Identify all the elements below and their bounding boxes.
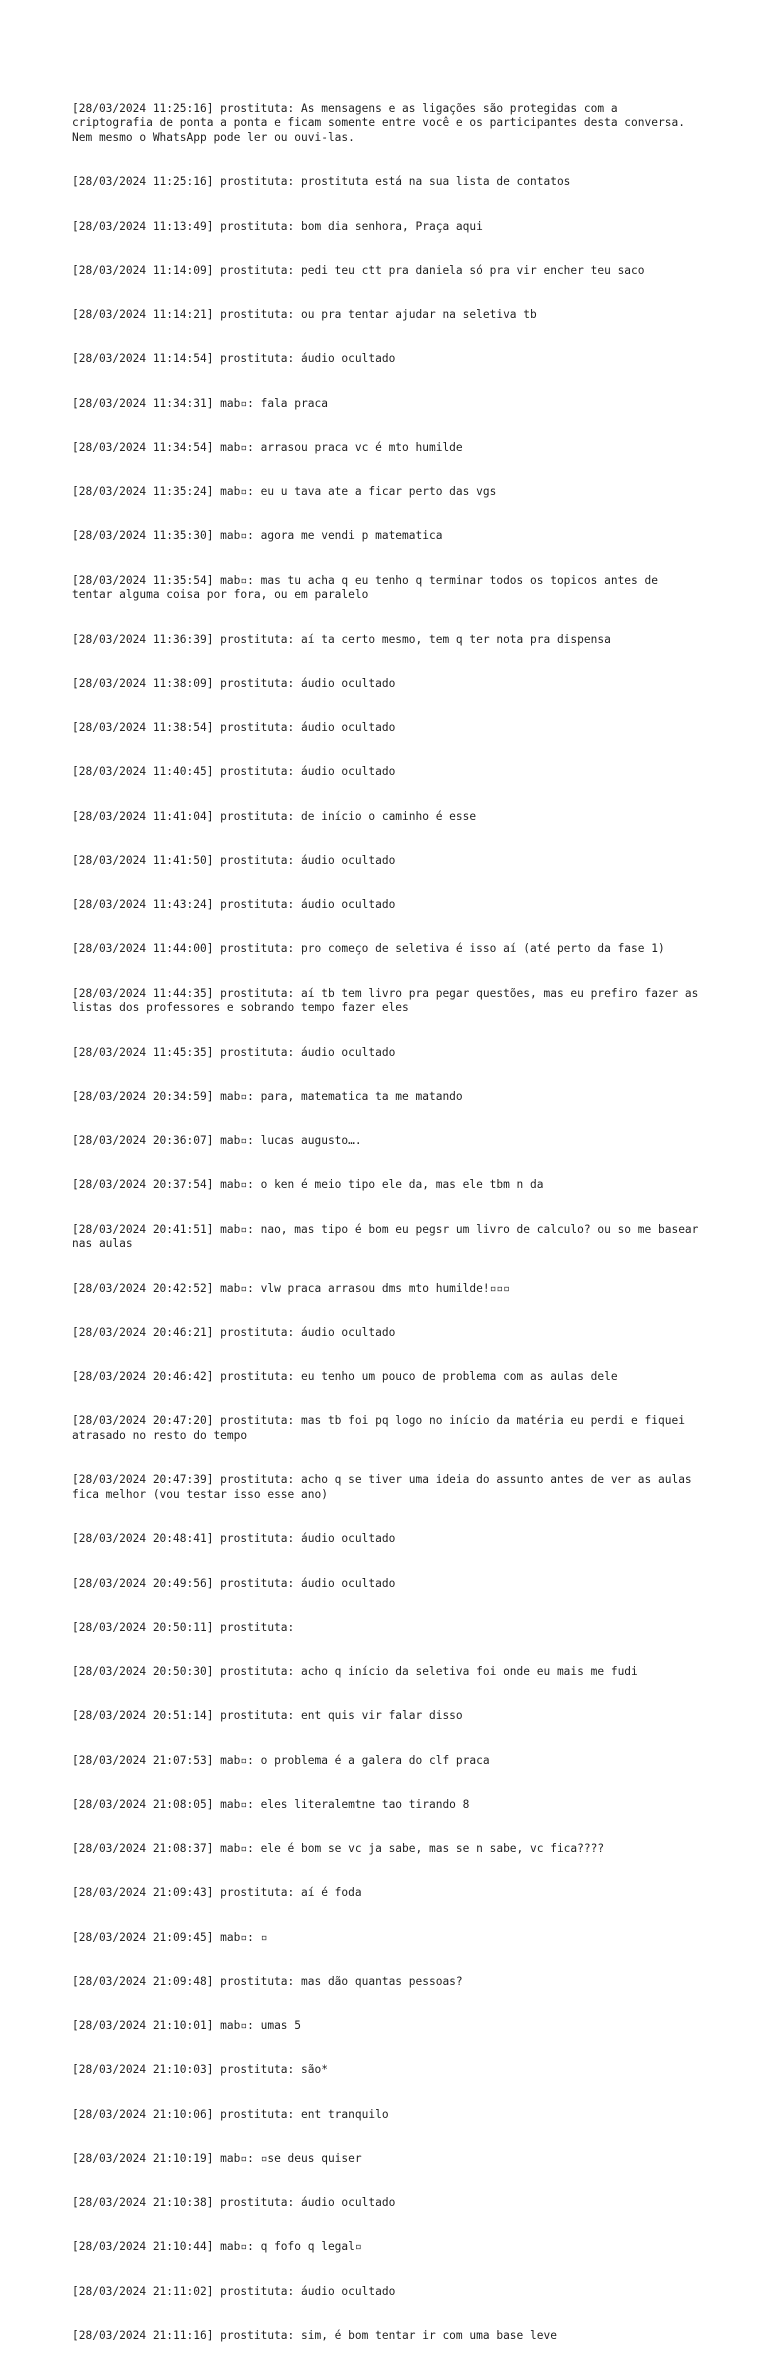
chat-line: [28/03/2024 11:44:35] prostituta: aí tb tem livro pra pegar questões, mas eu prefiro fazer as listas dos professores e sobrando tempo fazer eles	[72, 986, 706, 1015]
chat-line: [28/03/2024 20:49:56] prostituta: áudio ocultado	[72, 1576, 396, 1590]
chat-line: [28/03/2024 11:43:24] prostituta: áudio ocultado	[72, 898, 396, 911]
chat-line: [28/03/2024 11:35:54] mab▫: mas tu acha q eu tenho q terminar todos os topicos antes de tentar alguma coisa por fora, ou em paralelo	[72, 573, 665, 602]
chat-line: [28/03/2024 11:45:35] prostituta: áudio ocultado	[72, 1045, 396, 1059]
chat-line: [28/03/2024 11:35:30] mab▫: agora me vendi p matematica	[72, 529, 443, 543]
chat-line: [28/03/2024 11:35:24] mab▫: eu u tava ate a ficar perto das vgs	[72, 485, 497, 498]
chat-line: [28/03/2024 20:51:14] prostituta: ent quis vir falar disso	[72, 1709, 463, 1723]
chat-line: [28/03/2024 21:11:16] prostituta: sim, é bom tentar ir com uma base leve	[72, 2328, 557, 2342]
chat-line: [28/03/2024 11:40:45] prostituta: áudio ocultado	[72, 765, 396, 779]
chat-line: [28/03/2024 21:10:44] mab▫: q fofo q legal▫	[72, 2240, 362, 2254]
chat-line: [28/03/2024 21:10:19] mab▫: ▫se deus quiser	[72, 2151, 362, 2165]
chat-line: [28/03/2024 20:48:41] prostituta: áudio ocultado	[72, 1532, 396, 1546]
chat-line: [28/03/2024 11:44:00] prostituta: pro começo de seletiva é isso aí (até perto da fase 1)	[72, 942, 665, 956]
chat-line: [28/03/2024 11:38:09] prostituta: áudio ocultado	[72, 676, 396, 690]
chat-line: [28/03/2024 21:08:05] mab▫: eles literalemtne tao tirando 8	[72, 1797, 470, 1811]
chat-line: [28/03/2024 11:41:50] prostituta: áudio ocultado	[72, 853, 396, 867]
chat-line: [28/03/2024 11:14:21] prostituta: ou pra tentar ajudar na seletiva tb	[72, 308, 537, 321]
chat-line: [28/03/2024 20:36:07] mab▫: lucas augusto….	[72, 1134, 362, 1147]
chat-line: [28/03/2024 20:47:20] prostituta: mas tb foi pq logo no início da matéria eu perdi e fiquei atrasado no resto do tempo	[72, 1414, 692, 1442]
chat-line: [28/03/2024 11:34:31] mab▫: fala praca	[72, 396, 328, 410]
chat-line: [28/03/2024 20:41:51] mab▫: nao, mas tipo é bom eu pegsr um livro de calculo? ou so me basear nas aulas	[72, 1222, 706, 1251]
chat-line: [28/03/2024 21:10:06] prostituta: ent tranquilo	[72, 2107, 389, 2121]
chat-line: [28/03/2024 11:36:39] prostituta: aí ta certo mesmo, tem q ter nota pra dispensa	[72, 632, 611, 646]
chat-line: [28/03/2024 11:13:49] prostituta: bom dia senhora, Praça aqui	[72, 219, 483, 233]
chat-line: [28/03/2024 20:47:39] prostituta: acho q se tiver uma ideia do assunto antes de ver as aulas fica melhor (vou testar isso esse ano)	[72, 1473, 699, 1501]
chat-line: [28/03/2024 11:25:16] prostituta: prostituta está na sua lista de contatos	[72, 175, 571, 189]
chat-line: [28/03/2024 20:50:11] prostituta:	[72, 1620, 295, 1634]
chat-line: [28/03/2024 20:46:21] prostituta: áudio ocultado	[72, 1325, 396, 1339]
chat-line: [28/03/2024 11:14:09] prostituta: pedi teu ctt pra daniela só pra vir encher teu saco	[72, 263, 645, 277]
chat-line: [28/03/2024 20:50:30] prostituta: acho q início da seletiva foi onde eu mais me fudi	[72, 1665, 638, 1678]
chat-line: [28/03/2024 20:37:54] mab▫: o ken é meio tipo ele da, mas ele tbm n da	[72, 1178, 544, 1192]
chat-line: [28/03/2024 11:34:54] mab▫: arrasou praca vc é mto humilde	[72, 440, 463, 454]
chat-line: [28/03/2024 21:09:43] prostituta: aí é foda	[72, 1886, 362, 1900]
chat-line: [28/03/2024 11:25:16] prostituta: As mensagens e as ligações são protegidas com a criptografia de ponta a ponta e ficam somente entre você e os participantes desta conversa. Nem mesmo o WhatsApp pode ler ou ouvi-las.	[72, 101, 692, 144]
chat-line: [28/03/2024 20:46:42] prostituta: eu tenho um pouco de problema com as aulas dele	[72, 1370, 618, 1383]
chat-line: [28/03/2024 11:38:54] prostituta: áudio ocultado	[72, 721, 396, 734]
chat-line: [28/03/2024 21:10:38] prostituta: áudio ocultado	[72, 2196, 396, 2209]
chat-line: [28/03/2024 21:10:01] mab▫: umas 5	[72, 2019, 302, 2032]
chat-log	[72, 72, 706, 2373]
chat-line: [28/03/2024 21:11:02] prostituta: áudio ocultado	[72, 2284, 396, 2298]
chat-line: [28/03/2024 20:42:52] mab▫: vlw praca arrasou dms mto humilde!▫▫▫	[72, 1281, 510, 1295]
chat-line: [28/03/2024 11:41:04] prostituta: de início o caminho é esse	[72, 809, 477, 823]
chat-line: [28/03/2024 21:07:53] mab▫: o problema é a galera do clf praca	[72, 1753, 490, 1767]
chat-line: [28/03/2024 21:08:37] mab▫: ele é bom se vc ja sabe, mas se n sabe, vc fica????	[72, 1842, 605, 1855]
chat-line: [28/03/2024 21:10:03] prostituta: são*	[72, 2063, 328, 2077]
chat-line: [28/03/2024 21:09:48] prostituta: mas dão quantas pessoas?	[72, 1974, 463, 1988]
chat-line: [28/03/2024 11:14:54] prostituta: áudio ocultado	[72, 352, 396, 366]
chat-line: [28/03/2024 21:09:45] mab▫: ▫	[72, 1930, 268, 1944]
chat-line: [28/03/2024 20:34:59] mab▫: para, matematica ta me matando	[72, 1089, 463, 1103]
